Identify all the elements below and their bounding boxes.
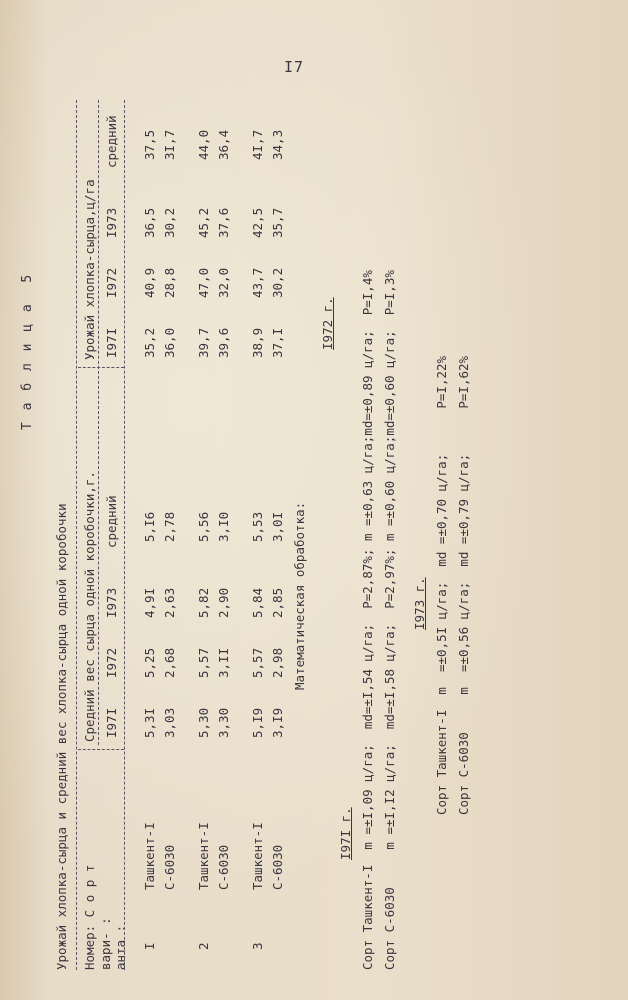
weight-value: 2,98 (270, 647, 285, 678)
row-sort: С-6030 (216, 844, 231, 890)
weight-value: 3,03 (162, 707, 177, 738)
yield-year-mean: средний (104, 115, 119, 168)
weight-year-1972: I972 (104, 647, 119, 678)
weight-value: 3,0I (270, 511, 285, 542)
math-heading: Математическая обработка: (292, 501, 307, 690)
weight-value: 5,57 (250, 647, 265, 678)
yield-value: 30,2 (270, 267, 285, 298)
weight-value: 2,68 (162, 647, 177, 678)
yield-year-1971: I97I (104, 327, 119, 358)
yield-value: 39,6 (216, 327, 231, 358)
row-sort: Ташкент-I (142, 822, 157, 890)
yield-year-1972: I972 (104, 267, 119, 298)
yield-value: 39,7 (196, 327, 211, 358)
weight-value: 5,I6 (142, 511, 157, 542)
header-divider-mid (78, 367, 124, 368)
row-number: I (142, 942, 157, 950)
weight-value: 5,84 (250, 587, 265, 618)
yield-value: 38,9 (250, 327, 265, 358)
row-sort: С-6030 (162, 844, 177, 890)
weight-value: 5,30 (196, 707, 211, 738)
page-number: I7 (284, 58, 305, 76)
rotated-table-block (20, 60, 600, 990)
header-bottom-rule (124, 100, 125, 970)
row-number: 3 (250, 942, 265, 950)
weight-value: 2,90 (216, 587, 231, 618)
yield-value: 47,0 (196, 267, 211, 298)
variant-header: Номер: С о р т вари- : анта : (82, 864, 129, 970)
row-sort: Ташкент-I (250, 822, 265, 890)
yield-value: 43,7 (250, 267, 265, 298)
yield-value: 35,7 (270, 207, 285, 238)
yield-value: 4I,7 (250, 129, 265, 160)
stats-line-s6030: Сорт С-6030 m =±I,I2 ц/га; md=±I,58 ц/га; P=2,97%; m =±0,60 ц/га;md=±0,60 ц/га; P=I,3% (382, 270, 397, 970)
weight-value: 5,82 (196, 587, 211, 618)
stats-1973-tashkent: Сорт Ташкент-I m =±0,5I ц/га; md =±0,70 ц/га; P=I,22% (434, 355, 449, 815)
weight-value: 5,53 (250, 511, 265, 542)
yield-value: 42,5 (250, 207, 265, 238)
yield-value: 36,4 (216, 129, 231, 160)
stats-line-tashkent: Сорт Ташкент-I m =±I,09 ц/га; md=±I,54 ц/га; P=2,87%; m =±0,63 ц/га;md=±0,89 ц/га; P=I,4% (360, 270, 375, 970)
yield-value: 30,2 (162, 207, 177, 238)
row-number: 2 (196, 942, 211, 950)
table-caption: Т а б л и ц а 5 (20, 272, 35, 430)
yield-value: 40,9 (142, 267, 157, 298)
weight-year-1971: I97I (104, 707, 119, 738)
stats-1973-s6030: Сорт С-6030 m =±0,56 ц/га; md =±0,79 ц/га; P=I,62% (456, 355, 471, 815)
row-sort: С-6030 (270, 844, 285, 890)
weight-value: 3,I9 (270, 707, 285, 738)
yield-value: 44,0 (196, 129, 211, 160)
yield-value: 3I,7 (162, 129, 177, 160)
weight-value: 2,78 (162, 511, 177, 542)
weight-year-1973: I973 (104, 587, 119, 618)
weight-year-mean: средний (104, 495, 119, 548)
yield-value: 32,0 (216, 267, 231, 298)
weight-value: 3,30 (216, 707, 231, 738)
yield-group-header: Урожай хлопка-сырца,ц/га (82, 179, 97, 360)
header-divider-left (78, 749, 124, 750)
yield-value: 28,8 (162, 267, 177, 298)
yield-value: 37,I (270, 327, 285, 358)
weight-value: 3,I0 (216, 511, 231, 542)
yield-year-1973: I973 (104, 207, 119, 238)
weight-group-header: Средний вес сырца одной коробочки,г. (82, 471, 97, 742)
yield-value: 36,5 (142, 207, 157, 238)
row-sort: Ташкент-I (196, 822, 211, 890)
weight-value: 2,85 (270, 587, 285, 618)
weight-value: 5,25 (142, 647, 157, 678)
weight-value: 5,57 (196, 647, 211, 678)
year-1973-heading: I973 г. (412, 577, 427, 630)
yield-value: 37,5 (142, 129, 157, 160)
year-1972-heading: I972 г. (320, 297, 335, 350)
weight-value: 3,II (216, 647, 231, 678)
header-mid-rule (98, 100, 99, 745)
weight-value: 4,9I (142, 587, 157, 618)
yield-value: 35,2 (142, 327, 157, 358)
header-top-rule (76, 100, 77, 970)
yield-value: 36,0 (162, 327, 177, 358)
weight-value: 5,56 (196, 511, 211, 542)
table-title: Урожай хлопка-сырца и средний вес хлопка-сырца одной коробочки (54, 503, 69, 970)
yield-value: 37,6 (216, 207, 231, 238)
year-1971-heading: I97I г. (338, 807, 353, 860)
yield-value: 45,2 (196, 207, 211, 238)
weight-value: 2,63 (162, 587, 177, 618)
weight-value: 5,I9 (250, 707, 265, 738)
yield-value: 34,3 (270, 129, 285, 160)
weight-value: 5,3I (142, 707, 157, 738)
